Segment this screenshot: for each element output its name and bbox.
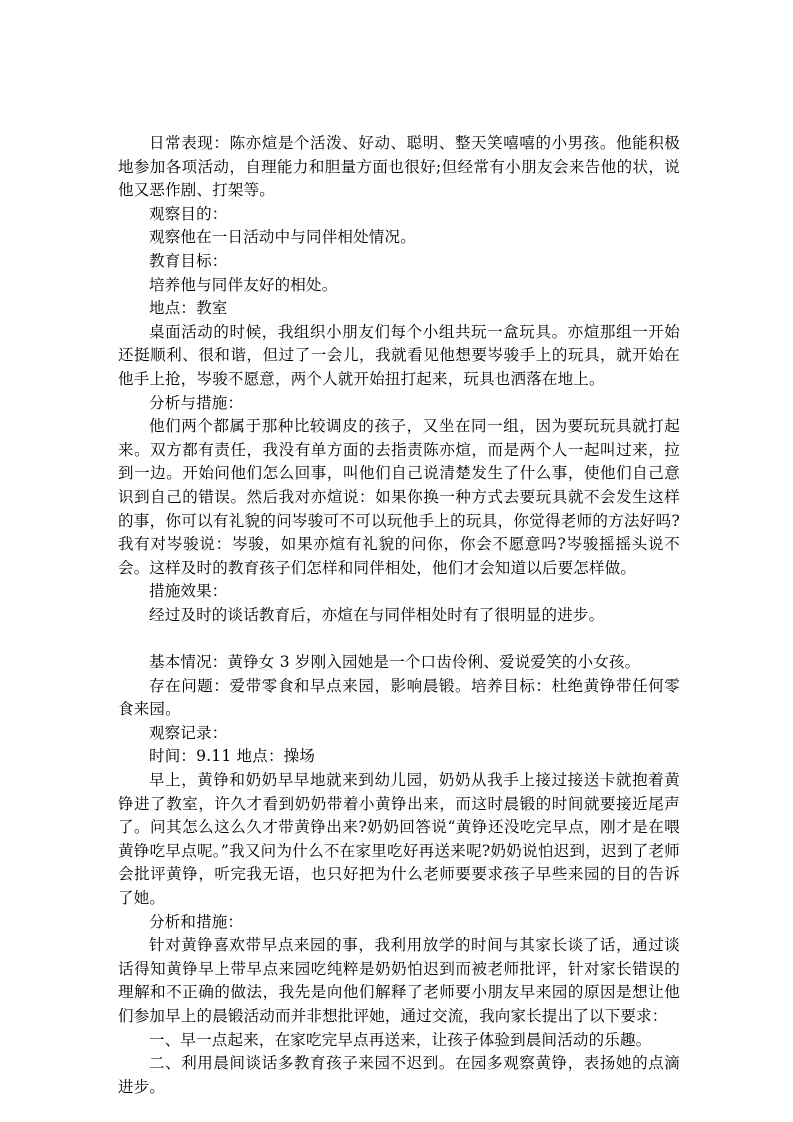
case1-goal: 培养他与同伴友好的相处。 (149, 275, 338, 294)
case2-analysis: 针对黄铮喜欢带早点来园的事，我利用放学的时间与其家长谈了话，通过谈话得知黄铮早上带早点来园吃纯粹是奶奶怕迟到而被老师批评，针对家长错误的理解和不正确的做法，我先是向他们解释了老师要小朋友早来园的原因是想让他们参加早上的晨锻活动而并非想批评她，通过交流，我向家长提出了以下要求： (118, 936, 680, 1025)
case1-analysis: 他们两个都属于那种比较调皮的孩子，又坐在同一组，因为要玩玩具就打起来。双方都有责任，我没有单方面的去指责陈亦煊，而是两个人一起叫过来，拉到一边。开始问他们怎么回事，叫他们自己说清楚发生了什么事，使他们自己意识到自己的错误。然后我对亦煊说：如果你换一种方式去要玩具就不会发生这样的事，你可以有礼貌的问岑骏可不可以玩他手上的玩具，你觉得老师的方法好吗?我有对岑骏说：岑骏，如果亦煊有礼貌的问你，你会不愿意吗?岑骏摇摇头说不会。这样及时的教育孩子们怎样和同伴相处，他们才会知道以后要怎样做。 (118, 417, 680, 577)
case1-analysis-heading: 分析与措施： (149, 393, 244, 412)
document-body (118, 132, 680, 1099)
case2-time-place: 时间：9.11 地点：操场 (149, 747, 316, 766)
case1-effect: 经过及时的谈话教育后，亦煊在与同伴相处时有了很明显的进步。 (149, 605, 605, 624)
case1-location: 地点：教室 (149, 299, 228, 318)
case2-record-heading: 观察记录： (149, 723, 228, 742)
case2-analysis-heading: 分析和措施： (149, 912, 244, 931)
case2-problem: 存在问题：爱带零食和早点来园，影响晨锻。培养目标：杜绝黄铮带任何零食来园。 (118, 676, 680, 719)
case2-requirement-2: 二、利用晨间谈话多教育孩子来园不迟到。在园多观察黄铮，表扬她的点滴进步。 (118, 1054, 680, 1096)
case1-purpose-heading: 观察目的： (149, 204, 228, 223)
case1-effect-heading: 措施效果： (149, 582, 228, 601)
case1-record: 桌面活动的时候，我组织小朋友们每个小组共玩一盒玩具。亦煊那组一开始还挺顺利、很和谐，但过了一会儿，我就看见他想要岑骏手上的玩具，就开始在他手上抢，岑骏不愿意，两个人就开始扭打起来，玩具也洒落在地上。 (118, 322, 680, 388)
case2-requirement-1: 一、早一点起来，在家吃完早点再送来，让孩子体验到晨间活动的乐趣。 (149, 1030, 652, 1049)
case1-purpose: 观察他在一日活动中与同伴相处情况。 (149, 228, 416, 247)
section-gap (118, 627, 680, 651)
case1-daily-performance: 日常表现：陈亦煊是个活泼、好动、聪明、整天笑嘻嘻的小男孩。他能积极地参加各项活动，自理能力和胆量方面也很好;但经常有小朋友会来告他的状，说他又恶作剧、打架等。 (118, 134, 680, 200)
case1-goal-heading: 教育目标： (149, 251, 228, 270)
case2-basic-info: 基本情况：黄铮女 3 岁刚入园她是一个口齿伶俐、爱说爱笑的小女孩。 (149, 653, 641, 672)
case2-record: 早上，黄铮和奶奶早早地就来到幼儿园，奶奶从我手上接过接送卡就抱着黄铮进了教室，许久才看到奶奶带着小黄铮出来，而这时晨锻的时间就要接近尾声了。问其怎么这么久才带黄铮出来?奶奶回答说“黄铮还没吃完早点，刚才是在喂黄铮吃早点呢。”我又问为什么不在家里吃好再送来呢?奶奶说怕迟到，迟到了老师会批评黄铮，听完我无语，也只好把为什么老师要要求孩子早些来园的目的告诉了她。 (118, 771, 680, 907)
